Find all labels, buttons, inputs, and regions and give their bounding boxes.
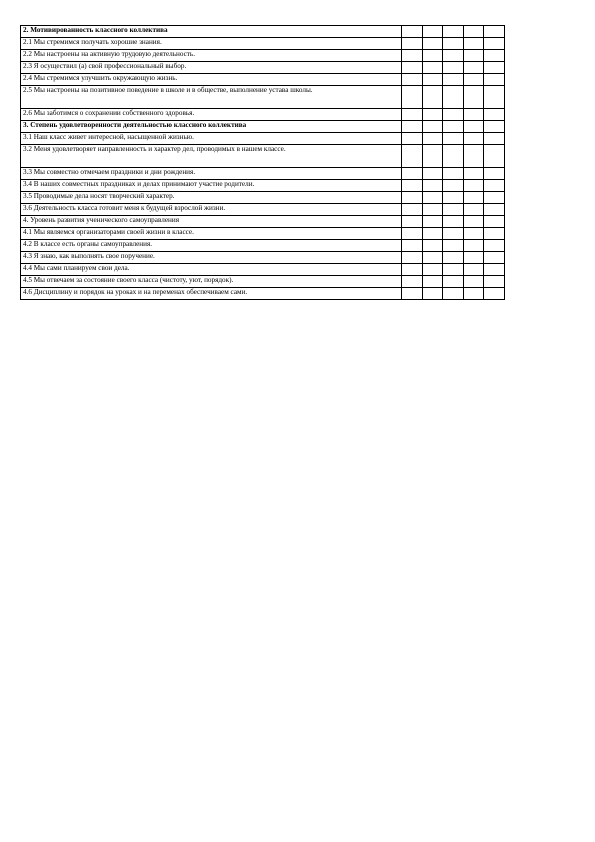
score-cell: [484, 288, 505, 300]
table-row: [21, 216, 505, 228]
score-cell: [484, 192, 505, 204]
score-cell: [484, 252, 505, 264]
score-cell: [443, 288, 464, 300]
row-text: 4.5 Мы отвечаем за состояние своего класса (чистоту, уют, порядок).: [21, 276, 402, 288]
score-cell: [422, 50, 443, 62]
score-cell: [402, 145, 423, 168]
table-row: [21, 264, 505, 276]
score-cell: [463, 50, 484, 62]
row-text: 3.4 В наших совместных праздниках и делах принимают участие родители.: [21, 180, 402, 192]
score-cell: [463, 145, 484, 168]
table-row: [21, 240, 505, 252]
score-cell: [422, 204, 443, 216]
score-cell: [484, 133, 505, 145]
score-cell: [402, 62, 423, 74]
score-cell: [402, 133, 423, 145]
score-cell: [443, 38, 464, 50]
score-cell: [463, 264, 484, 276]
score-cell: [463, 204, 484, 216]
table-row: [21, 276, 505, 288]
score-cell: [463, 240, 484, 252]
row-text: 4.1 Мы являемся организаторами своей жизни в классе.: [21, 228, 402, 240]
score-cell: [402, 121, 423, 133]
score-cell: [422, 240, 443, 252]
row-text: 3.6 Деятельность класса готовит меня к будущей взрослой жизни.: [21, 204, 402, 216]
score-cell: [402, 50, 423, 62]
score-cell: [463, 121, 484, 133]
score-cell: [443, 168, 464, 180]
score-cell: [463, 180, 484, 192]
table-row: [21, 204, 505, 216]
score-cell: [443, 26, 464, 38]
table-row: [21, 180, 505, 192]
score-cell: [484, 264, 505, 276]
score-cell: [443, 192, 464, 204]
score-cell: [443, 74, 464, 86]
table-row: [21, 192, 505, 204]
row-text: 2. Мотивированность классного коллектива: [21, 26, 402, 38]
row-text: 2.2 Мы настроены на активную трудовую деятельность.: [21, 50, 402, 62]
score-cell: [484, 74, 505, 86]
score-cell: [463, 74, 484, 86]
score-cell: [422, 228, 443, 240]
row-text: 3. Степень удовлетворенности деятельностью классного коллектива: [21, 121, 402, 133]
score-cell: [402, 276, 423, 288]
score-cell: [484, 26, 505, 38]
score-cell: [484, 204, 505, 216]
score-cell: [422, 38, 443, 50]
score-cell: [463, 192, 484, 204]
row-text: 3.1 Наш класс живет интересной, насыщенной жизнью.: [21, 133, 402, 145]
score-cell: [443, 240, 464, 252]
row-text: 3.2 Меня удовлетворяет направленность и характер дел, проводимых в нашем классе.: [21, 145, 402, 168]
score-cell: [402, 216, 423, 228]
score-cell: [422, 180, 443, 192]
row-text: 2.1 Мы стремимся получать хорошие знания.: [21, 38, 402, 50]
score-cell: [422, 74, 443, 86]
score-cell: [422, 26, 443, 38]
table-row: [21, 109, 505, 121]
score-cell: [422, 109, 443, 121]
score-cell: [402, 74, 423, 86]
table-row: [21, 74, 505, 86]
score-cell: [422, 121, 443, 133]
score-cell: [402, 264, 423, 276]
score-cell: [443, 204, 464, 216]
score-cell: [463, 109, 484, 121]
score-cell: [402, 38, 423, 50]
score-cell: [463, 38, 484, 50]
score-cell: [422, 133, 443, 145]
score-cell: [463, 216, 484, 228]
row-text: 2.4 Мы стремимся улучшить окружающую жизнь.: [21, 74, 402, 86]
score-cell: [402, 240, 423, 252]
score-cell: [422, 216, 443, 228]
row-text: 4.4 Мы сами планируем свои дела.: [21, 264, 402, 276]
score-cell: [463, 288, 484, 300]
score-cell: [443, 133, 464, 145]
score-cell: [484, 228, 505, 240]
score-cell: [463, 62, 484, 74]
score-cell: [422, 252, 443, 264]
score-cell: [463, 86, 484, 109]
score-cell: [402, 192, 423, 204]
score-cell: [463, 168, 484, 180]
table-row: [21, 168, 505, 180]
score-cell: [484, 276, 505, 288]
score-cell: [402, 288, 423, 300]
table-row: [21, 252, 505, 264]
score-cell: [443, 121, 464, 133]
score-cell: [484, 121, 505, 133]
score-cell: [402, 180, 423, 192]
score-cell: [422, 86, 443, 109]
row-text: 3.5 Проводимые дела носят творческий характер.: [21, 192, 402, 204]
table-row: [21, 121, 505, 133]
score-cell: [443, 180, 464, 192]
row-text: 4.2 В классе есть органы самоуправления.: [21, 240, 402, 252]
score-cell: [484, 145, 505, 168]
row-text: 3.3 Мы совместно отмечаем праздники и дни рождения.: [21, 168, 402, 180]
survey-table: [20, 25, 505, 300]
score-cell: [484, 180, 505, 192]
score-cell: [443, 216, 464, 228]
score-cell: [484, 168, 505, 180]
table-row: [21, 38, 505, 50]
score-cell: [463, 276, 484, 288]
score-cell: [402, 168, 423, 180]
score-cell: [443, 62, 464, 74]
score-cell: [402, 204, 423, 216]
score-cell: [484, 38, 505, 50]
score-cell: [402, 252, 423, 264]
score-cell: [484, 50, 505, 62]
score-cell: [443, 109, 464, 121]
score-cell: [422, 62, 443, 74]
row-text: 4.6 Дисциплину и порядок на уроках и на переменах обеспечиваем сами.: [21, 288, 402, 300]
table-row: [21, 86, 505, 109]
score-cell: [443, 252, 464, 264]
score-cell: [443, 86, 464, 109]
score-cell: [422, 264, 443, 276]
score-cell: [443, 264, 464, 276]
row-text: 4.3 Я знаю, как выполнять свое поручение.: [21, 252, 402, 264]
score-cell: [443, 276, 464, 288]
score-cell: [463, 26, 484, 38]
score-cell: [463, 133, 484, 145]
score-cell: [422, 192, 443, 204]
score-cell: [463, 252, 484, 264]
table-row: [21, 145, 505, 168]
score-cell: [484, 109, 505, 121]
score-cell: [443, 50, 464, 62]
score-cell: [443, 228, 464, 240]
score-cell: [422, 168, 443, 180]
table-row: [21, 133, 505, 145]
table-row: [21, 228, 505, 240]
table-row: [21, 26, 505, 38]
score-cell: [484, 240, 505, 252]
score-cell: [484, 62, 505, 74]
score-cell: [402, 86, 423, 109]
table-row: [21, 62, 505, 74]
score-cell: [422, 145, 443, 168]
score-cell: [402, 109, 423, 121]
row-text: 2.6 Мы заботимся о сохранении собственного здоровья.: [21, 109, 402, 121]
score-cell: [443, 145, 464, 168]
document-page: [20, 25, 505, 300]
table-row: [21, 288, 505, 300]
row-text: 2.5 Мы настроены на позитивное поведение в школе и в обществе, выполнение устава школы.: [21, 86, 402, 109]
score-cell: [463, 228, 484, 240]
row-text: 4. Уровень развития ученического самоуправления: [21, 216, 402, 228]
table-row: [21, 50, 505, 62]
score-cell: [422, 288, 443, 300]
score-cell: [484, 86, 505, 109]
score-cell: [422, 276, 443, 288]
score-cell: [402, 228, 423, 240]
score-cell: [484, 216, 505, 228]
score-cell: [402, 26, 423, 38]
row-text: 2.3 Я осуществил (а) свой профессиональный выбор.: [21, 62, 402, 74]
